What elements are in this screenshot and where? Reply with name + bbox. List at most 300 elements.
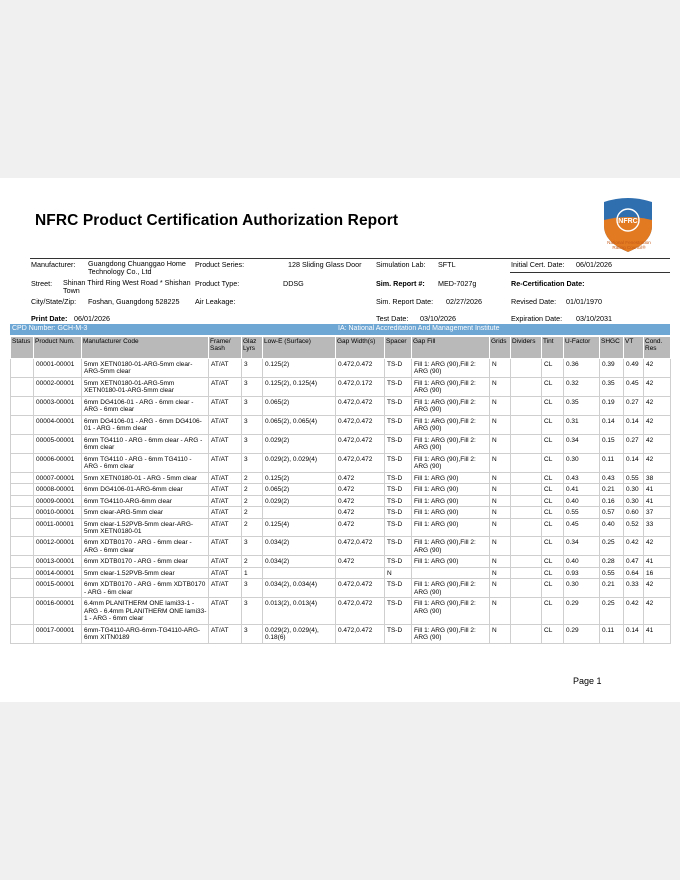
table-cell: 42 bbox=[644, 415, 671, 434]
table-cell: 0.472,0.472 bbox=[336, 624, 385, 643]
table-cell: 0.472,0.472 bbox=[336, 415, 385, 434]
product-table bbox=[10, 336, 671, 644]
table-cell: N bbox=[490, 598, 511, 624]
table-row bbox=[11, 396, 671, 415]
table-cell: 41 bbox=[644, 624, 671, 643]
table-cell: 0.47 bbox=[624, 556, 644, 567]
table-cell bbox=[11, 415, 34, 434]
table-cell: 0.30 bbox=[564, 579, 600, 598]
table-cell: Fill 1: ARG (90),Fill 2: ARG (90) bbox=[412, 415, 490, 434]
col-product-num: Product Num. bbox=[34, 337, 82, 359]
table-cell: 42 bbox=[644, 359, 671, 378]
table-cell: Fill 1: ARG (90),Fill 2: ARG (90) bbox=[412, 579, 490, 598]
table-cell: 0.43 bbox=[564, 472, 600, 483]
table-cell: 0.25 bbox=[600, 537, 624, 556]
table-cell: Fill 1: ARG (90),Fill 2: ARG (90) bbox=[412, 453, 490, 472]
table-cell: N bbox=[490, 472, 511, 483]
table-cell: 0.39 bbox=[600, 359, 624, 378]
table-cell: 6mm TG4110-ARG-6mm clear bbox=[82, 495, 209, 506]
table-row bbox=[11, 567, 671, 578]
table-cell: 0.11 bbox=[600, 624, 624, 643]
city-label: City/State/Zip: bbox=[31, 297, 77, 306]
table-cell: 0.93 bbox=[564, 567, 600, 578]
col-dividers: Dividers bbox=[511, 337, 542, 359]
table-cell: N bbox=[490, 415, 511, 434]
table-cell: 00005-00001 bbox=[34, 434, 82, 453]
ia-text: IA: National Accreditation And Management Institute bbox=[338, 325, 500, 332]
table-cell: 0.14 bbox=[624, 415, 644, 434]
table-cell: AT/AT bbox=[209, 415, 242, 434]
table-cell: 0.029(2) bbox=[263, 434, 336, 453]
table-cell bbox=[511, 567, 542, 578]
table-cell: TS-D bbox=[385, 579, 412, 598]
revised-date-value: 01/01/1970 bbox=[566, 297, 602, 306]
table-cell: AT/AT bbox=[209, 377, 242, 396]
table-cell: N bbox=[490, 556, 511, 567]
table-cell bbox=[511, 396, 542, 415]
sim-report-date-label: Sim. Report Date: bbox=[376, 297, 434, 306]
table-cell: 0.472,0.472 bbox=[336, 579, 385, 598]
table-cell bbox=[11, 377, 34, 396]
table-row bbox=[11, 472, 671, 483]
table-cell: CL bbox=[542, 495, 564, 506]
recert-date-label: Re-Certification Date: bbox=[511, 279, 585, 288]
street-value: Shinan Third Ring West Road * Shishan Town bbox=[63, 278, 191, 296]
table-cell: 0.40 bbox=[564, 556, 600, 567]
initial-cert-date-value: 06/01/2026 bbox=[576, 260, 612, 269]
table-cell: 42 bbox=[644, 579, 671, 598]
page-number: Page 1 bbox=[573, 676, 602, 686]
table-row bbox=[11, 359, 671, 378]
table-cell bbox=[511, 556, 542, 567]
table-cell: CL bbox=[542, 453, 564, 472]
table-cell: AT/AT bbox=[209, 579, 242, 598]
table-cell: 0.472,0.472 bbox=[336, 598, 385, 624]
table-cell bbox=[511, 507, 542, 518]
table-cell: N bbox=[490, 518, 511, 537]
table-cell: 0.19 bbox=[600, 396, 624, 415]
table-cell bbox=[511, 415, 542, 434]
table-cell: 2 bbox=[242, 495, 263, 506]
table-cell: 0.55 bbox=[600, 567, 624, 578]
table-cell: Fill 1: ARG (90) bbox=[412, 472, 490, 483]
table-cell: 42 bbox=[644, 537, 671, 556]
table-cell bbox=[511, 579, 542, 598]
table-cell: 0.45 bbox=[624, 377, 644, 396]
table-cell: 3 bbox=[242, 359, 263, 378]
product-type-label: Product Type: bbox=[195, 279, 240, 288]
table-cell: N bbox=[385, 567, 412, 578]
table-cell: 0.40 bbox=[564, 495, 600, 506]
table-cell: 0.29 bbox=[564, 624, 600, 643]
table-cell: 3 bbox=[242, 396, 263, 415]
table-cell: 00013-00001 bbox=[34, 556, 82, 567]
table-cell: 0.55 bbox=[564, 507, 600, 518]
table-row bbox=[11, 579, 671, 598]
table-cell: 42 bbox=[644, 396, 671, 415]
table-cell: TS-D bbox=[385, 359, 412, 378]
table-cell: CL bbox=[542, 567, 564, 578]
table-cell: AT/AT bbox=[209, 518, 242, 537]
table-row bbox=[11, 434, 671, 453]
table-cell: 0.14 bbox=[624, 453, 644, 472]
table-cell: 0.472,0.172 bbox=[336, 377, 385, 396]
table-cell: 0.125(2), 0.125(4) bbox=[263, 377, 336, 396]
table-cell: Fill 1: ARG (90),Fill 2: ARG (90) bbox=[412, 537, 490, 556]
table-cell: Fill 1: ARG (90),Fill 2: ARG (90) bbox=[412, 396, 490, 415]
table-cell: 0.25 bbox=[600, 598, 624, 624]
simulation-lab-value: SFTL bbox=[438, 260, 456, 269]
table-cell: 0.125(2) bbox=[263, 472, 336, 483]
table-cell: 0.472 bbox=[336, 495, 385, 506]
table-cell: 0.029(2) bbox=[263, 495, 336, 506]
table-cell bbox=[11, 579, 34, 598]
table-cell: CL bbox=[542, 359, 564, 378]
table-cell: N bbox=[490, 434, 511, 453]
logo-caption-line1: National Fenestration bbox=[607, 240, 651, 245]
table-cell: 3 bbox=[242, 377, 263, 396]
table-cell: 2 bbox=[242, 472, 263, 483]
table-cell: 0.36 bbox=[564, 359, 600, 378]
table-cell: TS-D bbox=[385, 396, 412, 415]
table-cell: 0.15 bbox=[600, 434, 624, 453]
col-status: Status bbox=[11, 337, 34, 359]
table-cell: TS-D bbox=[385, 453, 412, 472]
table-cell: 41 bbox=[644, 556, 671, 567]
table-cell bbox=[511, 359, 542, 378]
table-cell: 42 bbox=[644, 377, 671, 396]
table-cell: 00008-00001 bbox=[34, 484, 82, 495]
table-cell: 0.472 bbox=[336, 556, 385, 567]
table-row bbox=[11, 556, 671, 567]
table-cell: 00009-00001 bbox=[34, 495, 82, 506]
table-cell: CL bbox=[542, 377, 564, 396]
col-manufacturer-code: Manufacturer Code bbox=[82, 337, 209, 359]
table-cell: 00014-00001 bbox=[34, 567, 82, 578]
table-cell: 3 bbox=[242, 579, 263, 598]
table-cell: TS-D bbox=[385, 507, 412, 518]
table-cell: N bbox=[490, 484, 511, 495]
table-cell: 5mm XETN0180-01-ARG-5mm clear-ARG-5mm clear bbox=[82, 359, 209, 378]
table-cell: 00004-00001 bbox=[34, 415, 82, 434]
sim-report-value: MED-7027g bbox=[438, 279, 477, 288]
table-cell: TS-D bbox=[385, 472, 412, 483]
table-cell: 6.4mm PLANITHERM ONE lami33-1 - ARG - 6.4mm PLANITHERM ONE lami33-1 - ARG - 6mm clear bbox=[82, 598, 209, 624]
table-cell: 0.21 bbox=[600, 579, 624, 598]
table-cell: 38 bbox=[644, 472, 671, 483]
sim-report-date-value: 02/27/2026 bbox=[446, 297, 482, 306]
test-date-label: Test Date: bbox=[376, 314, 409, 323]
product-type-value: DDSG bbox=[283, 279, 304, 288]
table-cell: 5mm XETN0180-01 - ARG - 5mm clear bbox=[82, 472, 209, 483]
table-cell: 0.472,0.472 bbox=[336, 537, 385, 556]
table-cell: TS-D bbox=[385, 537, 412, 556]
table-cell bbox=[511, 484, 542, 495]
table-cell: Fill 1: ARG (90),Fill 2: ARG (90) bbox=[412, 359, 490, 378]
table-cell: N bbox=[490, 495, 511, 506]
table-cell bbox=[11, 567, 34, 578]
table-cell: 6mm DG4106-01 - ARG - 6mm clear - ARG - 6mm clear bbox=[82, 396, 209, 415]
table-cell: 0.29 bbox=[564, 598, 600, 624]
col-gap-width: Gap Width(s) bbox=[336, 337, 385, 359]
table-cell: 5mm clear-1.52PVB-5mm clear bbox=[82, 567, 209, 578]
table-cell: 0.034(2) bbox=[263, 556, 336, 567]
table-cell: TS-D bbox=[385, 484, 412, 495]
table-cell bbox=[11, 624, 34, 643]
table-cell: 6mm-TG4110-ARG-6mm-TG4110-ARG-6mm XITN0189 bbox=[82, 624, 209, 643]
table-cell: AT/AT bbox=[209, 495, 242, 506]
table-cell: CL bbox=[542, 396, 564, 415]
table-cell bbox=[11, 396, 34, 415]
table-cell: AT/AT bbox=[209, 359, 242, 378]
table-cell: 0.43 bbox=[600, 472, 624, 483]
col-grids: Grids bbox=[490, 337, 511, 359]
table-cell bbox=[11, 434, 34, 453]
table-cell: 0.64 bbox=[624, 567, 644, 578]
product-series-value: 128 Sliding Glass Door bbox=[288, 260, 362, 269]
col-u-factor: U-Factor bbox=[564, 337, 600, 359]
table-cell bbox=[11, 484, 34, 495]
table-cell: 6mm XDTB0170 - ARG - 6mm clear bbox=[82, 556, 209, 567]
table-cell: 0.57 bbox=[600, 507, 624, 518]
table-cell bbox=[511, 472, 542, 483]
table-cell: 0.029(2), 0.029(4) bbox=[263, 453, 336, 472]
table-row bbox=[11, 518, 671, 537]
table-cell: 0.45 bbox=[564, 518, 600, 537]
table-cell bbox=[511, 453, 542, 472]
table-cell: 0.30 bbox=[624, 484, 644, 495]
col-frame-sash: Frame/ Sash bbox=[209, 337, 242, 359]
table-cell: 42 bbox=[644, 434, 671, 453]
table-cell bbox=[11, 359, 34, 378]
table-cell: 3 bbox=[242, 598, 263, 624]
table-cell: 0.27 bbox=[624, 434, 644, 453]
table-row bbox=[11, 484, 671, 495]
table-cell: 3 bbox=[242, 624, 263, 643]
table-cell: 0.034(2), 0.034(4) bbox=[263, 579, 336, 598]
table-cell: Fill 1: ARG (90),Fill 2: ARG (90) bbox=[412, 434, 490, 453]
table-cell: 3 bbox=[242, 537, 263, 556]
simulation-lab-label: Simulation Lab: bbox=[376, 260, 426, 269]
table-cell: TS-D bbox=[385, 377, 412, 396]
table-cell: 0.55 bbox=[624, 472, 644, 483]
table-cell: CL bbox=[542, 415, 564, 434]
table-cell: TS-D bbox=[385, 415, 412, 434]
table-cell: 0.472,0.472 bbox=[336, 359, 385, 378]
table-cell: N bbox=[490, 507, 511, 518]
table-row bbox=[11, 598, 671, 624]
table-cell: CL bbox=[542, 537, 564, 556]
table-cell: 6mm DG4106-01-ARG-6mm clear bbox=[82, 484, 209, 495]
table-cell: TS-D bbox=[385, 495, 412, 506]
report-title: NFRC Product Certification Authorization Report bbox=[35, 212, 399, 229]
table-cell bbox=[412, 567, 490, 578]
col-shgc: SHGC bbox=[600, 337, 624, 359]
table-body bbox=[11, 359, 671, 644]
table-cell bbox=[11, 495, 34, 506]
table-cell: Fill 1: ARG (90) bbox=[412, 484, 490, 495]
expiration-date-label: Expiration Date: bbox=[511, 314, 563, 323]
table-cell: 0.125(4) bbox=[263, 518, 336, 537]
table-cell bbox=[511, 495, 542, 506]
table-cell: Fill 1: ARG (90),Fill 2: ARG (90) bbox=[412, 598, 490, 624]
test-date-value: 03/10/2026 bbox=[420, 314, 456, 323]
table-cell: AT/AT bbox=[209, 537, 242, 556]
table-cell: 0.40 bbox=[600, 518, 624, 537]
table-cell: 0.472,0.472 bbox=[336, 453, 385, 472]
table-cell: 0.472 bbox=[336, 518, 385, 537]
table-cell: 6mm XDTB0170 - ARG - 6mm clear - ARG - 6mm clear bbox=[82, 537, 209, 556]
col-glaz-lyrs: Glaz Lyrs bbox=[242, 337, 263, 359]
table-cell: 0.065(2), 0.065(4) bbox=[263, 415, 336, 434]
table-cell: AT/AT bbox=[209, 556, 242, 567]
table-cell: N bbox=[490, 396, 511, 415]
table-cell: N bbox=[490, 567, 511, 578]
table-cell: 0.27 bbox=[624, 396, 644, 415]
table-cell: 0.013(2), 0.013(4) bbox=[263, 598, 336, 624]
table-cell: 0.472 bbox=[336, 472, 385, 483]
table-cell: 00016-00001 bbox=[34, 598, 82, 624]
table-cell bbox=[11, 453, 34, 472]
table-row bbox=[11, 537, 671, 556]
table-cell: AT/AT bbox=[209, 396, 242, 415]
city-value: Foshan, Guangdong 528225 bbox=[88, 297, 180, 306]
table-cell: Fill 1: ARG (90) bbox=[412, 495, 490, 506]
col-vt: VT bbox=[624, 337, 644, 359]
print-date-value: 06/01/2026 bbox=[74, 314, 110, 323]
table-cell: 2 bbox=[242, 484, 263, 495]
table-header-row bbox=[11, 337, 671, 359]
table-cell: 42 bbox=[644, 453, 671, 472]
logo-emblem-text: NFRC bbox=[618, 218, 638, 225]
table-cell: 42 bbox=[644, 598, 671, 624]
table-cell bbox=[11, 537, 34, 556]
table-cell: AT/AT bbox=[209, 598, 242, 624]
table-row bbox=[11, 495, 671, 506]
table-cell: TS-D bbox=[385, 624, 412, 643]
table-cell: N bbox=[490, 359, 511, 378]
table-cell bbox=[11, 518, 34, 537]
table-cell bbox=[11, 507, 34, 518]
table-cell: 3 bbox=[242, 434, 263, 453]
table-cell: CL bbox=[542, 624, 564, 643]
table-cell: 0.14 bbox=[600, 415, 624, 434]
table-cell bbox=[511, 518, 542, 537]
table-cell: 33 bbox=[644, 518, 671, 537]
table-cell: 0.42 bbox=[624, 537, 644, 556]
table-cell: 6mm DG4106-01 - ARG - 6mm DG4106-01 - ARG - 6mm clear bbox=[82, 415, 209, 434]
initial-cert-date-label: Initial Cert. Date: bbox=[511, 260, 565, 269]
table-cell: Fill 1: ARG (90) bbox=[412, 507, 490, 518]
manufacturer-label: Manufacturer: bbox=[31, 260, 76, 269]
table-cell: Fill 1: ARG (90),Fill 2: ARG (90) bbox=[412, 377, 490, 396]
table-cell: 2 bbox=[242, 556, 263, 567]
table-row bbox=[11, 624, 671, 643]
table-cell: 0.029(2), 0.029(4), 0.18(6) bbox=[263, 624, 336, 643]
table-cell: 6mm TG4110 - ARG - 6mm TG4110 - ARG - 6mm clear bbox=[82, 453, 209, 472]
table-cell: 0.35 bbox=[564, 396, 600, 415]
table-cell: AT/AT bbox=[209, 484, 242, 495]
table-cell: N bbox=[490, 579, 511, 598]
table-cell: 0.125(2) bbox=[263, 359, 336, 378]
table-cell: 00001-00001 bbox=[34, 359, 82, 378]
table-cell: 5mm clear-1.52PVB-5mm clear-ARG-5mm XETN0180-01 bbox=[82, 518, 209, 537]
table-cell: 00006-00001 bbox=[34, 453, 82, 472]
table-cell bbox=[336, 567, 385, 578]
table-cell: 0.41 bbox=[564, 484, 600, 495]
logo-caption-line2: Rating Council® bbox=[612, 245, 646, 251]
table-cell: CL bbox=[542, 598, 564, 624]
cpd-number: CPD Number: GCH-M-3 bbox=[12, 325, 88, 332]
table-cell: Fill 1: ARG (90) bbox=[412, 556, 490, 567]
cert-date-rule bbox=[510, 272, 670, 273]
table-cell: TS-D bbox=[385, 434, 412, 453]
table-cell: TS-D bbox=[385, 598, 412, 624]
print-date-label: Print Date: bbox=[31, 314, 68, 323]
table-cell: CL bbox=[542, 518, 564, 537]
table-cell: 0.34 bbox=[564, 434, 600, 453]
col-low-e: Low-E (Surface) bbox=[263, 337, 336, 359]
table-cell: 0.11 bbox=[600, 453, 624, 472]
table-cell: 0.34 bbox=[564, 537, 600, 556]
table-cell: 0.49 bbox=[624, 359, 644, 378]
table-cell: 0.30 bbox=[564, 453, 600, 472]
table-cell: 0.60 bbox=[624, 507, 644, 518]
table-cell: AT/AT bbox=[209, 624, 242, 643]
table-cell bbox=[511, 624, 542, 643]
table-cell: 00003-00001 bbox=[34, 396, 82, 415]
table-cell: 5mm XETN0180-01-ARG-5mm XETN0180-01-ARG-5mm clear bbox=[82, 377, 209, 396]
table-row bbox=[11, 377, 671, 396]
table-cell bbox=[263, 567, 336, 578]
table-cell: 0.16 bbox=[600, 495, 624, 506]
sim-report-label: Sim. Report #: bbox=[376, 279, 425, 288]
table-cell: CL bbox=[542, 484, 564, 495]
table-cell bbox=[511, 377, 542, 396]
table-cell: 0.472,0.472 bbox=[336, 434, 385, 453]
col-gap-fill: Gap Fill bbox=[412, 337, 490, 359]
table-cell bbox=[511, 537, 542, 556]
table-cell: 5mm clear-ARG-5mm clear bbox=[82, 507, 209, 518]
table-cell: 3 bbox=[242, 453, 263, 472]
table-cell: 00011-00001 bbox=[34, 518, 82, 537]
table-cell: AT/AT bbox=[209, 453, 242, 472]
table-cell bbox=[11, 556, 34, 567]
table-cell: 0.034(2) bbox=[263, 537, 336, 556]
table-cell: 00002-00001 bbox=[34, 377, 82, 396]
table-cell: 0.33 bbox=[624, 579, 644, 598]
table-cell: AT/AT bbox=[209, 507, 242, 518]
table-cell: CL bbox=[542, 434, 564, 453]
table-cell: 0.065(2) bbox=[263, 484, 336, 495]
table-cell bbox=[511, 598, 542, 624]
table-cell: 0.472,0.472 bbox=[336, 396, 385, 415]
table-cell: 6mm TG4110 - ARG - 6mm clear - ARG - 6mm clear bbox=[82, 434, 209, 453]
report-page bbox=[0, 178, 680, 702]
table-cell: 0.28 bbox=[600, 556, 624, 567]
table-cell: Fill 1: ARG (90),Fill 2: ARG (90) bbox=[412, 624, 490, 643]
manufacturer-value: Guangdong Chuanggao Home Technology Co., Ltd bbox=[88, 259, 186, 277]
table-cell: TS-D bbox=[385, 518, 412, 537]
air-leakage-label: Air Leakage: bbox=[195, 297, 236, 306]
table-cell: 37 bbox=[644, 507, 671, 518]
table-cell: Fill 1: ARG (90) bbox=[412, 518, 490, 537]
table-cell: CL bbox=[542, 579, 564, 598]
table-cell: 0.14 bbox=[624, 624, 644, 643]
table-cell: 41 bbox=[644, 484, 671, 495]
revised-date-label: Revised Date: bbox=[511, 297, 557, 306]
table-cell: 2 bbox=[242, 507, 263, 518]
